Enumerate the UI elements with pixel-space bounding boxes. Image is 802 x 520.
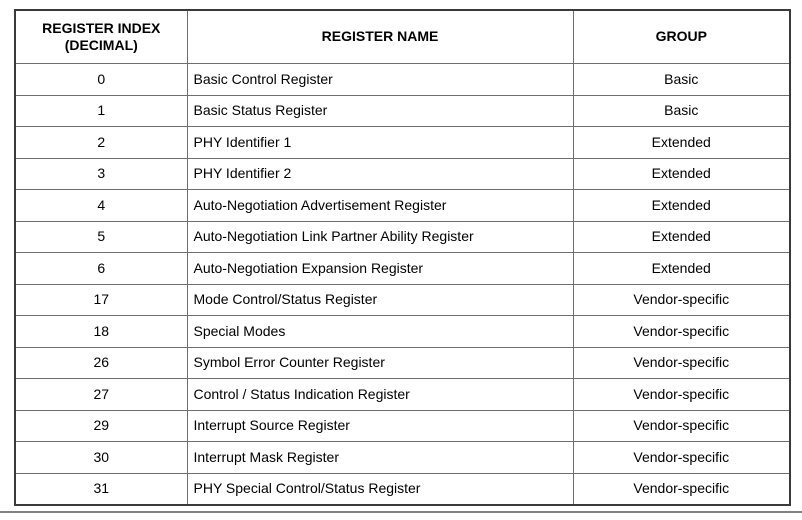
header-row <box>15 10 790 64</box>
table-row <box>15 379 790 411</box>
column-header-register-name: REGISTER NAME <box>187 10 573 64</box>
table-row <box>15 253 790 285</box>
register-name-cell: Auto-Negotiation Expansion Register <box>187 253 573 285</box>
table-row <box>15 284 790 316</box>
table-row <box>15 127 790 159</box>
register-group-cell: Vendor-specific <box>573 379 790 411</box>
register-index-cell: 4 <box>15 190 187 222</box>
register-index-cell: 3 <box>15 158 187 190</box>
register-name-cell: Symbol Error Counter Register <box>187 347 573 379</box>
register-group-cell: Basic <box>573 95 790 127</box>
register-name-cell: Auto-Negotiation Advertisement Register <box>187 190 573 222</box>
register-name-cell: Interrupt Source Register <box>187 410 573 442</box>
register-name-cell: PHY Identifier 2 <box>187 158 573 190</box>
register-name-cell: Mode Control/Status Register <box>187 284 573 316</box>
register-index-cell: 27 <box>15 379 187 411</box>
register-name-cell: Basic Status Register <box>187 95 573 127</box>
register-group-cell: Vendor-specific <box>573 410 790 442</box>
register-name-cell: Special Modes <box>187 316 573 348</box>
register-name-cell: Interrupt Mask Register <box>187 442 573 474</box>
table-row <box>15 442 790 474</box>
register-group-cell: Basic <box>573 64 790 96</box>
column-header-group: GROUP <box>573 10 790 64</box>
register-index-cell: 2 <box>15 127 187 159</box>
register-group-cell: Extended <box>573 127 790 159</box>
table-row <box>15 95 790 127</box>
register-name-cell: Auto-Negotiation Link Partner Ability Register <box>187 221 573 253</box>
table-row <box>15 410 790 442</box>
register-group-cell: Extended <box>573 190 790 222</box>
register-group-cell: Vendor-specific <box>573 347 790 379</box>
register-table <box>14 9 791 506</box>
table-row <box>15 64 790 96</box>
register-index-cell: 6 <box>15 253 187 285</box>
register-group-cell: Extended <box>573 158 790 190</box>
register-index-cell: 0 <box>15 64 187 96</box>
register-index-cell: 5 <box>15 221 187 253</box>
table-row <box>15 347 790 379</box>
page-bottom-rule <box>0 511 802 513</box>
register-group-cell: Vendor-specific <box>573 316 790 348</box>
register-group-cell: Vendor-specific <box>573 473 790 505</box>
register-name-cell: Control / Status Indication Register <box>187 379 573 411</box>
register-table-body <box>15 64 790 505</box>
register-name-cell: Basic Control Register <box>187 64 573 96</box>
register-index-cell: 26 <box>15 347 187 379</box>
register-group-cell: Vendor-specific <box>573 442 790 474</box>
table-row <box>15 473 790 505</box>
register-index-cell: 18 <box>15 316 187 348</box>
table-row <box>15 316 790 348</box>
register-table-header <box>15 10 790 64</box>
table-row <box>15 221 790 253</box>
register-group-cell: Extended <box>573 253 790 285</box>
column-header-register-index: REGISTER INDEX (DECIMAL) <box>15 10 187 64</box>
table-row <box>15 190 790 222</box>
register-group-cell: Vendor-specific <box>573 284 790 316</box>
register-group-cell: Extended <box>573 221 790 253</box>
register-index-cell: 31 <box>15 473 187 505</box>
register-index-cell: 1 <box>15 95 187 127</box>
register-index-cell: 30 <box>15 442 187 474</box>
register-index-cell: 29 <box>15 410 187 442</box>
register-name-cell: PHY Identifier 1 <box>187 127 573 159</box>
table-row <box>15 158 790 190</box>
register-name-cell: PHY Special Control/Status Register <box>187 473 573 505</box>
register-index-cell: 17 <box>15 284 187 316</box>
